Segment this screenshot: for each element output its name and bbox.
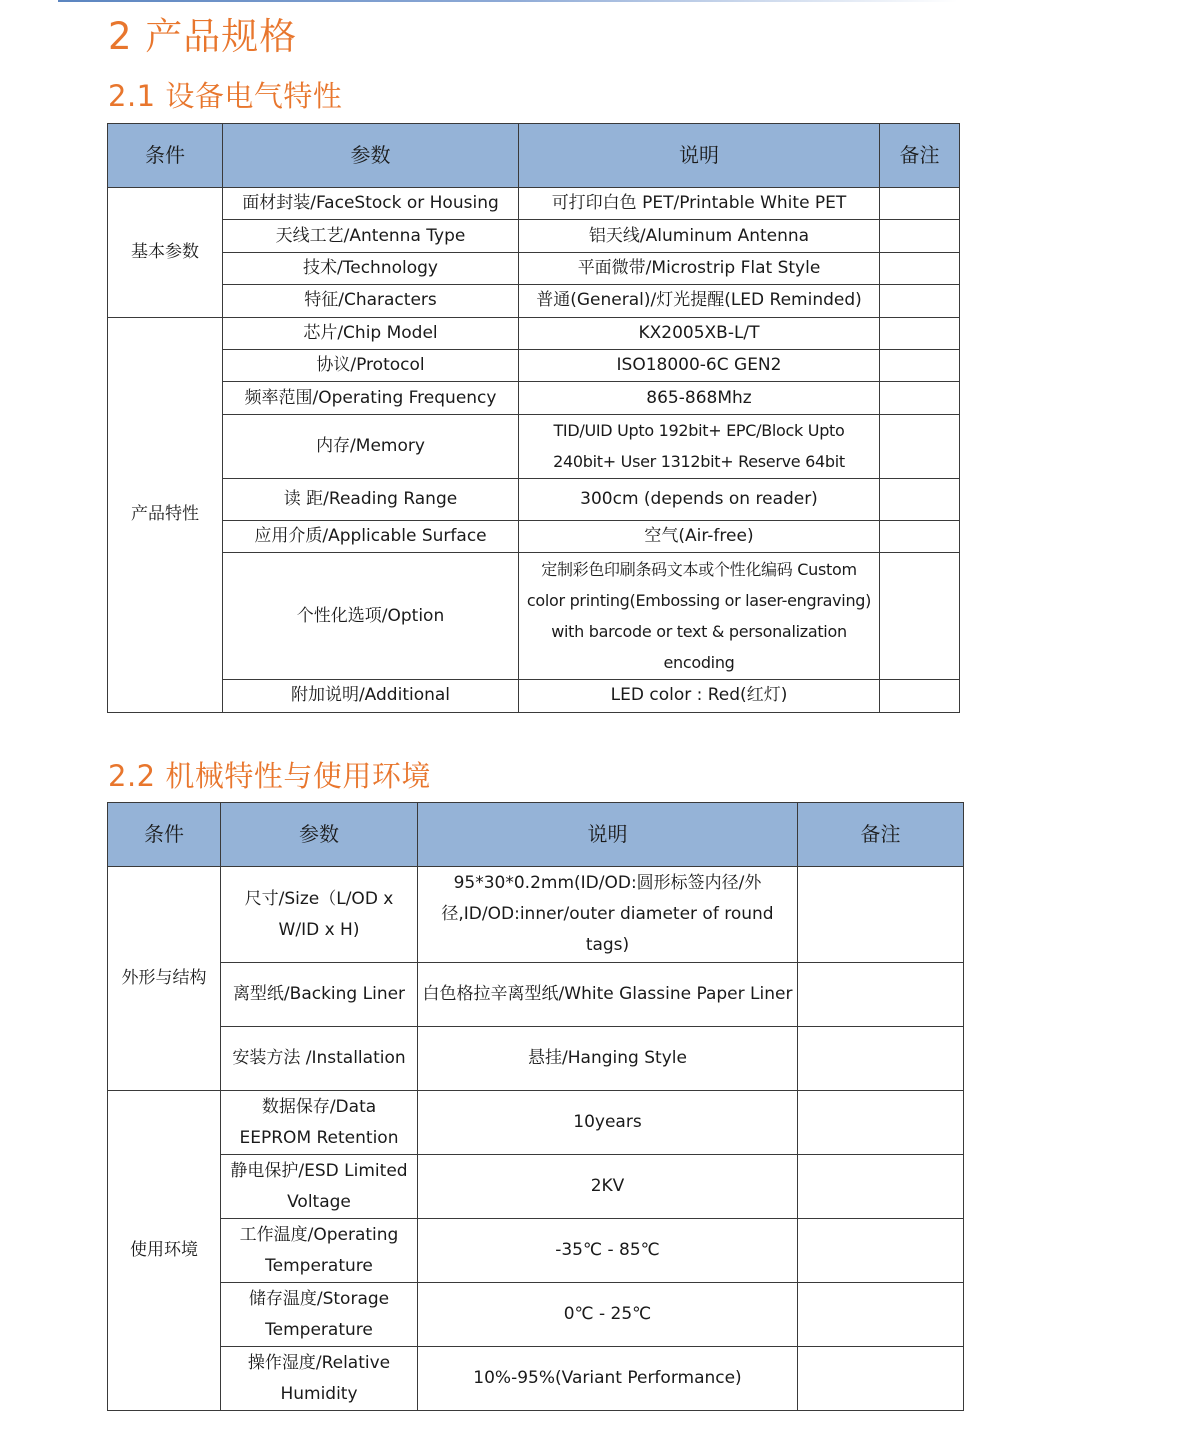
note-cell [880,188,960,220]
desc-cell: 300cm (depends on reader) [519,478,880,520]
table-row [108,1155,964,1219]
header-condition: 条件 [108,803,221,867]
param-cell: 个性化选项/Option [223,553,519,680]
subsection-title-electrical: 2.1 设备电气特性 [108,79,343,113]
table-row [108,1347,964,1411]
group-condition: 使用环境 [108,1091,221,1411]
note-cell [880,520,960,552]
mechanical-env-table [107,802,964,1411]
note-cell [880,285,960,317]
param-cell: 应用介质/Applicable Surface [223,520,519,552]
note-cell [880,382,960,414]
header-note: 备注 [880,124,960,188]
note-cell [880,220,960,252]
table-row [108,963,964,1027]
note-cell [798,1219,964,1283]
param-cell: 操作湿度/Relative Humidity [221,1347,418,1411]
desc-cell: -35℃ - 85℃ [418,1219,798,1283]
param-cell: 离型纸/Backing Liner [221,963,418,1027]
table-row [108,414,960,478]
note-cell [880,680,960,712]
param-cell: 天线工艺/Antenna Type [223,220,519,252]
desc-cell: 10%-95%(Variant Performance) [418,1347,798,1411]
table-row [108,1219,964,1283]
section-title: 2 产品规格 [108,15,298,58]
header-parameter: 参数 [221,803,418,867]
param-cell: 特征/Characters [223,285,519,317]
note-cell [798,1091,964,1155]
desc-cell: 95*30*0.2mm(ID/OD:圆形标签内径/外径,ID/OD:inner/outer diameter of round tags) [418,867,798,963]
desc-cell: 10years [418,1091,798,1155]
desc-cell: 2KV [418,1155,798,1219]
note-cell [880,349,960,381]
table-row [108,220,960,252]
param-cell: 数据保存/Data EEPROM Retention [221,1091,418,1155]
param-cell: 芯片/Chip Model [223,317,519,349]
group-condition: 基本参数 [108,188,223,318]
desc-cell: 定制彩色印刷条码文本或个性化编码 Custom color printing(Embossing or laser-engraving) with barcode or text & personalization encoding [519,553,880,680]
table-row [108,382,960,414]
table-row [108,553,960,680]
group-condition: 外形与结构 [108,867,221,1091]
subsection-title-mechanical: 2.2 机械特性与使用环境 [108,759,431,793]
note-cell [798,1347,964,1411]
param-cell: 技术/Technology [223,252,519,284]
table-row [108,680,960,712]
desc-cell: ISO18000-6C GEN2 [519,349,880,381]
desc-cell: 悬挂/Hanging Style [418,1027,798,1091]
param-cell: 内存/Memory [223,414,519,478]
electrical-spec-table [107,123,960,713]
header-description: 说明 [519,124,880,188]
note-cell [880,478,960,520]
header-note: 备注 [798,803,964,867]
param-cell: 静电保护/ESD Limited Voltage [221,1155,418,1219]
desc-cell: KX2005XB-L/T [519,317,880,349]
table-row [108,867,964,963]
note-cell [798,1155,964,1219]
table-row [108,478,960,520]
param-cell: 安装方法 /Installation [221,1027,418,1091]
desc-cell: 可打印白色 PET/Printable White PET [519,188,880,220]
note-cell [880,317,960,349]
table-row [108,1091,964,1155]
group-condition: 产品特性 [108,317,223,712]
table-row [108,349,960,381]
desc-cell: 0℃ - 25℃ [418,1283,798,1347]
param-cell: 储存温度/Storage Temperature [221,1283,418,1347]
param-cell: 频率范围/Operating Frequency [223,382,519,414]
desc-cell: 铝天线/Aluminum Antenna [519,220,880,252]
desc-cell: 普通(General)/灯光提醒(LED Reminded) [519,285,880,317]
note-cell [798,1283,964,1347]
table-row [108,1283,964,1347]
param-cell: 面材封装/FaceStock or Housing [223,188,519,220]
note-cell [880,252,960,284]
table-header-row [108,124,960,188]
desc-cell: 白色格拉辛离型纸/White Glassine Paper Liner [418,963,798,1027]
param-cell: 尺寸/Size（L/OD x W/ID x H) [221,867,418,963]
note-cell [798,1027,964,1091]
table-row [108,317,960,349]
top-divider [58,0,958,2]
desc-cell: 平面微带/Microstrip Flat Style [519,252,880,284]
desc-cell: 865-868Mhz [519,382,880,414]
header-description: 说明 [418,803,798,867]
desc-cell: TID/UID Upto 192bit+ EPC/Block Upto 240bit+ User 1312bit+ Reserve 64bit [519,414,880,478]
table-row [108,1027,964,1091]
desc-cell: 空气(Air-free) [519,520,880,552]
header-parameter: 参数 [223,124,519,188]
param-cell: 工作温度/Operating Temperature [221,1219,418,1283]
note-cell [798,867,964,963]
param-cell: 读 距/Reading Range [223,478,519,520]
desc-cell: LED color : Red(红灯) [519,680,880,712]
table-row [108,252,960,284]
note-cell [880,414,960,478]
param-cell: 附加说明/Additional [223,680,519,712]
header-condition: 条件 [108,124,223,188]
table-row [108,520,960,552]
note-cell [798,963,964,1027]
param-cell: 协议/Protocol [223,349,519,381]
table-header-row [108,803,964,867]
note-cell [880,553,960,680]
table-row [108,285,960,317]
table-row [108,188,960,220]
